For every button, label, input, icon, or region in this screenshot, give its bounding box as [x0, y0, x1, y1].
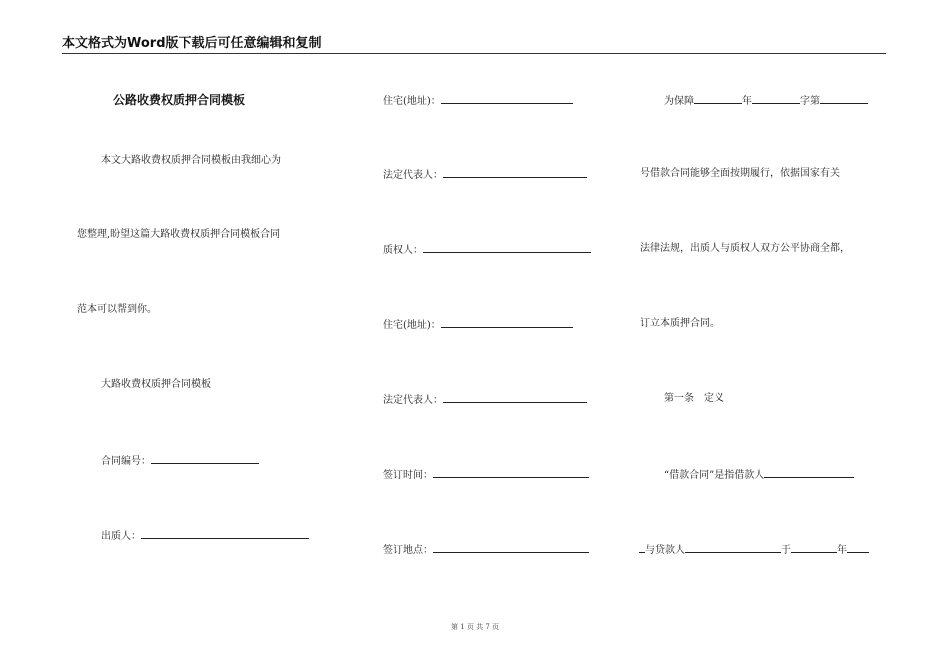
- contract-number-field: [101, 454, 259, 468]
- pledgee-label: 质权人：: [383, 245, 423, 256]
- document-header: [62, 36, 886, 54]
- pledgee-field: [383, 243, 591, 257]
- borrower-blank: [764, 468, 854, 478]
- sign-place-blank: [433, 543, 589, 553]
- clause-text-number: 字第: [800, 96, 820, 107]
- legal-rep-field-2: [383, 393, 587, 407]
- date-blank: [791, 543, 837, 553]
- header-text: 本文格式为Word版下载后可任意编辑和复制: [62, 36, 322, 51]
- sign-place-field: [383, 543, 589, 557]
- year-blank: [847, 543, 869, 553]
- intro-line-1: 本文大路收费权质押合同模板由我细心为: [101, 155, 281, 166]
- lender-text: 与贷款人: [645, 545, 685, 556]
- clause-line-6: [664, 468, 854, 482]
- pledgor-label: 出质人：: [101, 531, 141, 542]
- subtitle: 大路收费权质押合同模板: [101, 379, 211, 390]
- clause-line-1: [664, 94, 868, 108]
- year-text: 年: [837, 545, 847, 556]
- contract-number-label: 合同编号：: [101, 456, 151, 467]
- pledgee-blank: [423, 243, 591, 253]
- clause-line-4: 订立本质押合同。: [640, 318, 720, 329]
- pledgor-blank: [141, 529, 309, 539]
- address-blank-1: [441, 94, 573, 104]
- intro-line-3: 范本可以帮到你。: [77, 304, 157, 315]
- sign-place-label: 签订地点：: [383, 545, 433, 556]
- address-field-2: [383, 318, 573, 332]
- pledgor-field: [101, 529, 309, 543]
- clause-text-guarantee: 为保障: [664, 96, 694, 107]
- address-blank-2: [441, 318, 573, 328]
- blank-1: [694, 94, 742, 104]
- date-prefix-text: 于: [781, 545, 791, 556]
- contract-number-blank: [151, 454, 259, 464]
- blank-2: [752, 94, 800, 104]
- lender-blank: [685, 543, 781, 553]
- address-label-2: 住宅(地址)：: [383, 320, 441, 331]
- legal-rep-blank-1: [443, 168, 587, 178]
- legal-rep-label-2: 法定代表人：: [383, 395, 443, 406]
- loan-contract-definition: “借款合同”是指借款人: [664, 470, 765, 481]
- clause-line-2: 号借款合同能够全面按期履行，依据国家有关: [640, 168, 840, 179]
- sign-time-label: 签订时间：: [383, 470, 433, 481]
- blank-3: [820, 94, 868, 104]
- address-label-1: 住宅(地址)：: [383, 96, 441, 107]
- address-field-1: [383, 94, 573, 108]
- intro-line-2: 您整理,盼望这篇大路收费权质押合同模板合同: [77, 229, 281, 240]
- document-title: 公路收费权质押合同模板: [113, 93, 246, 107]
- legal-rep-field-1: [383, 168, 587, 182]
- clause-line-7: [639, 543, 869, 557]
- sign-time-field: [383, 468, 589, 482]
- legal-rep-blank-2: [443, 393, 587, 403]
- clause-line-3: 法律法规，出质人与质权人双方公平协商全都，: [640, 243, 850, 254]
- sign-time-blank: [433, 468, 589, 478]
- page-footer: [0, 622, 950, 632]
- legal-rep-label-1: 法定代表人：: [383, 170, 443, 181]
- page-number: 第 1 页 共 7 页: [450, 623, 500, 631]
- clause-text-year: 年: [742, 96, 752, 107]
- article-1-heading: 第一条 定义: [664, 393, 724, 404]
